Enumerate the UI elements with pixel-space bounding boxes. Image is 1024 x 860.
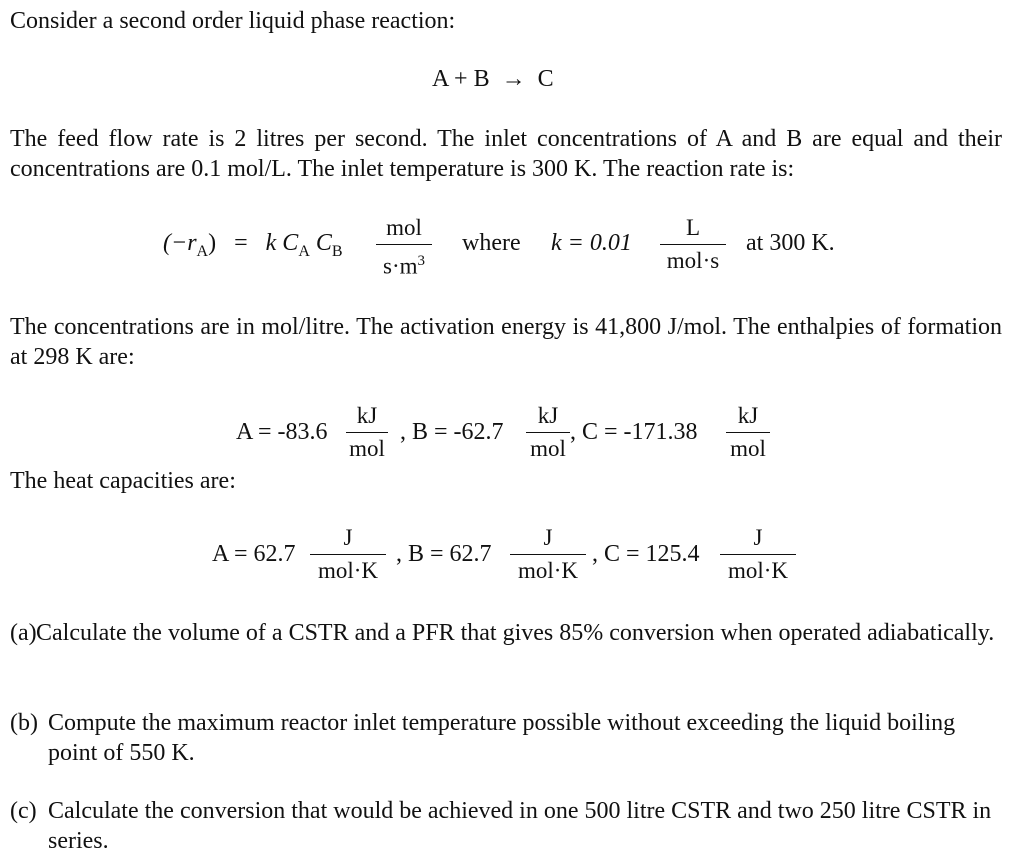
reactant-b: B (473, 66, 490, 92)
feed-paragraph: The feed flow rate is 2 litres per second. The inlet concentrations of A and B are equal and their concentrations are 0.1 mol/L. The inlet temperature is 300 K. The reaction rate is: (10, 126, 1002, 182)
fraction-bar (660, 244, 726, 245)
rate-unit-denominator: $s\cdot m^3$ (383, 253, 425, 279)
question-a-text: Calculate the volume of a CSTR and a PFR that gives 85% conversion when operated adiabatically. (36, 620, 995, 646)
fraction-bar (376, 244, 432, 245)
heat-cap-b-unit: J mol·K (510, 524, 586, 585)
enthalpy-c-unit: kJ mol (726, 402, 770, 463)
rate-equals: = (234, 230, 248, 256)
rate-cb: C (315, 230, 332, 256)
heat-capacities-label: The heat capacities are: (10, 468, 236, 494)
heat-cap-a: A = 62.7 (212, 541, 296, 567)
reaction-equation (432, 66, 554, 93)
reactant-a: A (432, 66, 449, 92)
rate-k: k (265, 230, 277, 256)
rate-lhs (163, 230, 343, 261)
heat-cap-a-unit: J mol·K (310, 524, 386, 585)
rate-ca: C (282, 230, 299, 256)
rate-lhs-close: ) (208, 230, 217, 256)
question-c-text: Calculate the conversion that would be achieved in one 500 litre CSTR and two 250 litre CSTR in series. (48, 798, 992, 854)
at-temperature: at 300 K. (746, 230, 835, 256)
heat-cap-b: , B = 62.7 (396, 541, 492, 567)
question-a-marker: (a) (10, 620, 37, 646)
question-b-marker: (b) (10, 710, 38, 736)
enthalpy-b: , B = -62.7 (400, 419, 504, 445)
heat-cap-c: , C = 125.4 (592, 541, 700, 567)
plus-sign: + (454, 66, 468, 92)
rate-ca-sub: A (298, 242, 310, 260)
question-b-text: Compute the maximum reactor inlet temperature possible without exceeding the liquid boiling point of 550 K. (48, 710, 956, 766)
enthalpy-a: A = -83.6 (236, 419, 328, 445)
arrow: → (501, 66, 526, 92)
enthalpy-c: , C = -171.38 (570, 419, 698, 445)
rate-cb-sub: B (331, 242, 343, 260)
intro-text: Consider a second order liquid phase reaction: (10, 8, 456, 34)
product-c: C (537, 66, 554, 92)
k-unit-fraction (660, 214, 726, 275)
k-unit-numerator: L (685, 215, 701, 240)
k-value: k = 0.01 (551, 230, 632, 256)
conc-paragraph: The concentrations are in mol/litre. The activation energy is 41,800 J/mol. The enthalpies of formation at 298 K are: (10, 314, 1002, 370)
question-c-marker: (c) (10, 798, 37, 824)
rate-lhs-open: (−r (163, 230, 197, 256)
k-unit-denominator: mol·s (666, 248, 720, 273)
enthalpy-b-unit: kJ mol (526, 402, 570, 463)
where-text: where (462, 230, 521, 256)
enthalpy-a-unit: kJ mol (346, 402, 388, 463)
rate-unit-numerator: mol (386, 215, 422, 240)
rate-unit-fraction (376, 214, 432, 281)
heat-cap-c-unit: J mol·K (720, 524, 796, 585)
rate-lhs-sub: A (196, 242, 209, 260)
